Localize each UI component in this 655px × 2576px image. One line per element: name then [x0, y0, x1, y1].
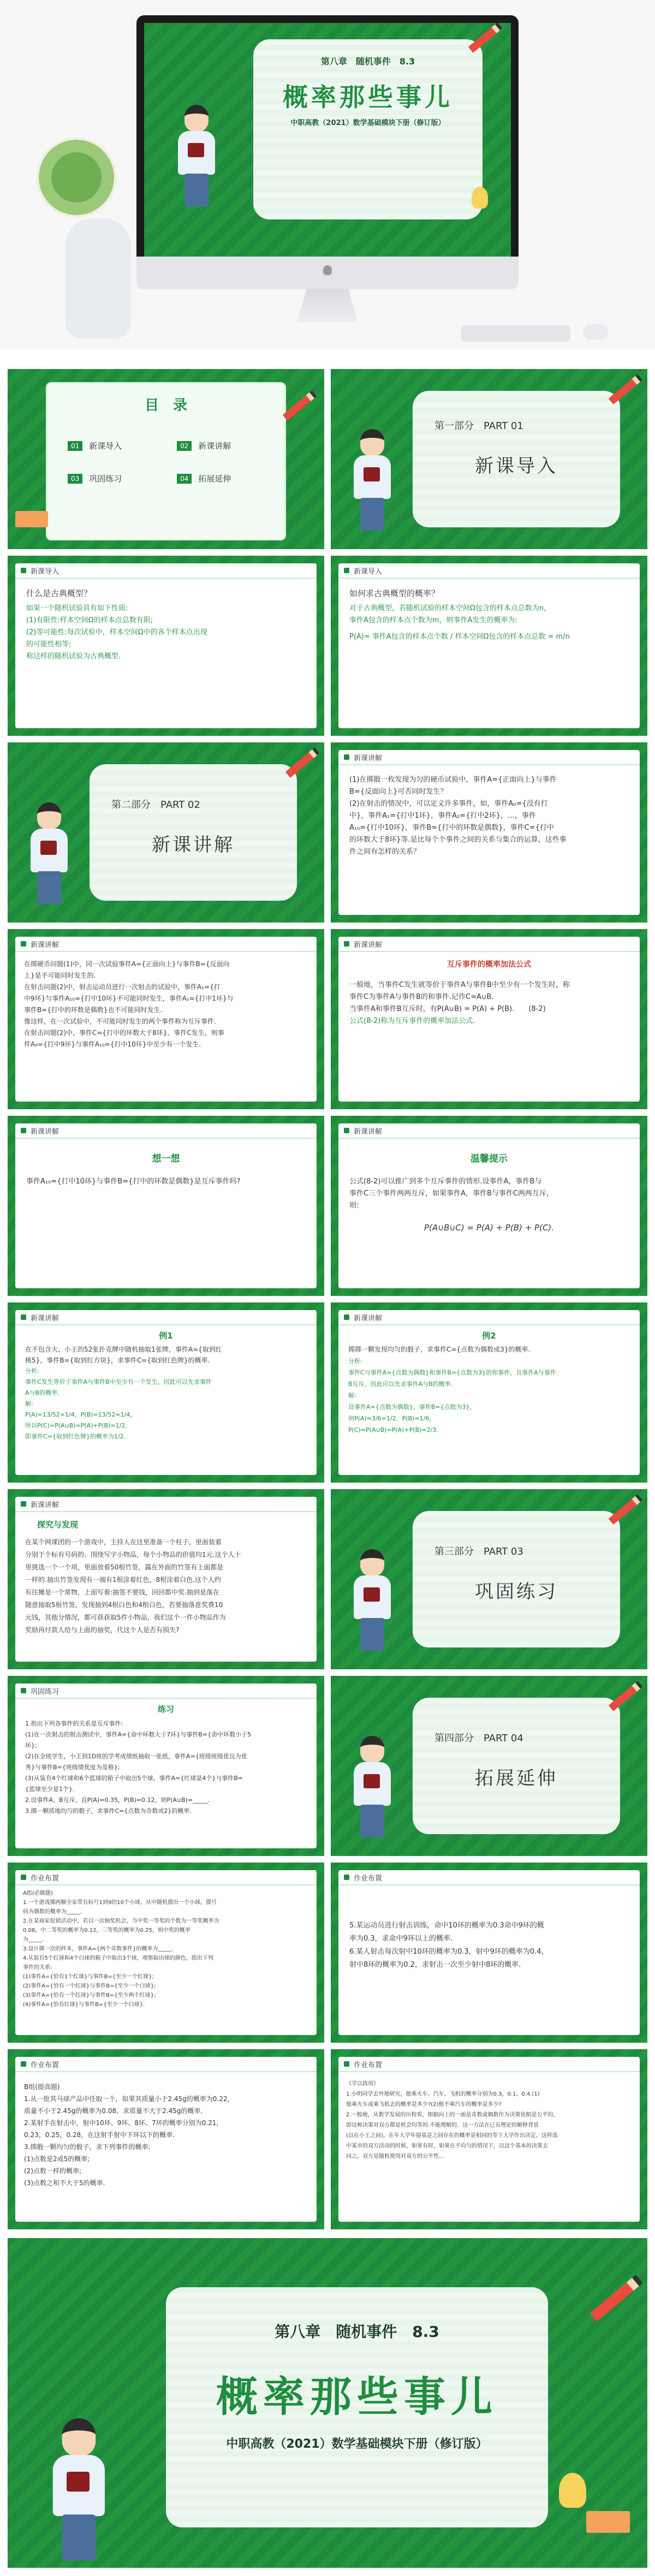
- mouse: [583, 324, 608, 340]
- intro1-body: 什么是古典概型？ 如果一个随机试验具有如下性质: (1)有限性:样本空间Ω的样本点总数有限; (2)等可能性:每次试验中，样本空间Ω中的各个样本点出现 的可能性相等; 称这样的随机试验为古典概型.: [26, 588, 207, 661]
- part2-slide: [8, 742, 324, 923]
- content-card: [15, 563, 317, 728]
- toc-num: 04: [177, 474, 192, 484]
- practice-slide: [8, 1676, 324, 1856]
- keyboard: [461, 325, 570, 342]
- closing-slide: [8, 2238, 647, 2568]
- boy-illustration: [353, 1549, 393, 1653]
- explore-slide: [8, 1489, 324, 1669]
- homework1-slide: [8, 1863, 324, 2043]
- part-title: 拓展延伸: [475, 1768, 558, 1789]
- boy-illustration: [177, 105, 217, 209]
- content-card: [15, 937, 317, 1102]
- toc-item-3[interactable]: [68, 473, 122, 484]
- slide-header: 新课导入: [15, 563, 317, 579]
- lightbulb-icon: [559, 2473, 586, 2508]
- content-card: [15, 1683, 317, 1848]
- part3-slide: [331, 1489, 647, 1669]
- part-label: 第二部分 PART 02: [111, 799, 200, 811]
- books-icon: [15, 511, 48, 527]
- pencil-icon: [609, 1494, 643, 1525]
- explore-body: 在某个网课团的一个游戏中，主持人在这里准备一个柱子，里面装着 分别于个标有号码的、围绕写字小物品，每个小物品的价值均1元.这个人十 里挑选一个一个项，里面放着50根竹签，露在外面的竹签有上面都是 一样的.抽出竹签发现有一端有1根涂着红色，8根涂着白色.这个人约 有往摊是一个常物，上面写着:抽签不要钱，回回都中奖.抽到是落在 随意抽取5根竹签，发现抽到4根白色和4根白色，若要抽落意奖费10 元钱，其他分情况，都可获获取5件小物品，我们这个一件小物品作为 奖励再付款人给与上面的抽奖，代这个人是否有损失?: [25, 1538, 241, 1634]
- boy-illustration: [353, 1736, 393, 1840]
- content-card: [15, 1870, 317, 2035]
- plant-vase: [66, 218, 131, 338]
- homework2-body: 5.某运动员进行射击训练，命中10环的概率为0.3命中9环的概 率为0.3，求命中9环以上的概率. 6.某人射击每次射中10环的概率为0.3，射中9环的概率为0.4， 射中8环的概率为0.2，求射击一次至少射中8环的概率.: [349, 1921, 549, 1969]
- toc-num: 02: [177, 441, 192, 451]
- practice-body: 1.指出下列各事件的关系是互斥事件: (1)在一次射击的射击测试中，事件A={命中环数大于7环}与事件B={命中环数小于5 环}; (2)在全班学生，小王到1D班的学考成绩纸抽取一张纸，事件A={班级班级优良为优 秀}与事件B={班级绩优度为及格}; (3)从装有4个红球和6个蓝球的箱子中取出5个球，事件A={红球是4个}与事件B= {蓝球至少是1个}. 2.设事件A，B互斥，且P(A)=0.35，P(B)=0.12，则P(A∪B)=_____. 3.掷一颗质地均匀的骰子，求事件C={点数为奇数或2}的概率.: [25, 1720, 252, 1814]
- part1-slide: [331, 369, 647, 549]
- cover-chapter: 第八章 随机事件 8.3: [275, 2323, 439, 2341]
- block-title: 想一想: [152, 1153, 180, 1164]
- content-card: [338, 563, 640, 728]
- block-title: 例1: [159, 1331, 173, 1341]
- part-title: 新课导入: [475, 455, 558, 477]
- toc-item-1[interactable]: [68, 440, 122, 451]
- toc-label: 拓展延伸: [198, 474, 231, 484]
- slide-header: 作业布置: [15, 2057, 317, 2072]
- toc-title: 目 录: [144, 397, 187, 414]
- lecture1-slide: [331, 742, 647, 923]
- part-label: 第三部分 PART 03: [434, 1546, 523, 1557]
- lightbulb-icon: [472, 187, 488, 209]
- slide-header: 新课讲解: [338, 1123, 640, 1139]
- tip-body: 公式(8-2)可以推广到多个互斥事件的情形.设事件A，事件B与 事件C三个事件两两互斥，如果事件A，事件B与事件C两两互斥， 则: P(A∪B∪C) = P(A) + P(B) + P(C).: [349, 1176, 629, 1234]
- slide-header: 作业布置: [338, 2057, 640, 2072]
- think-body: 事件A₁₀={打中10环}与事件B={打中的环数是偶数}是互斥事件吗?: [26, 1177, 241, 1186]
- homework4-body: 《学以致用》 1.小明同学去外地研究，他乘火车、汽车、飞机的概率分别为0.3，0.1，0.4.(1) 他乘火车或乘飞机去的概率是多少?(2)他不乘汽车的概率是多少? 2.一般地，从数学发展的历程看，根据向上的一面是奇数或偶数作为决策依据是公平的， 即这种决策对双方都是机会均等的.不能理解的，这一方法在已有理论的解释背景 (以在小王之间)，在年大学年提基是之间存在的概率是相同的等下大学作出决定，这样选 中某市的双方活动的时候，如果有时，如果在不均匀的情况下，以这个基本的决策去 问之，双方是随机使用对双方的公平性...: [346, 2081, 559, 2159]
- slide-header: 作业布置: [15, 1870, 317, 1885]
- cover-chapter: 第八章 随机事件 8.3: [320, 56, 415, 67]
- part-label: 第四部分 PART 04: [434, 1733, 523, 1744]
- content-card: [338, 1870, 640, 2035]
- slide-header: 新课讲解: [15, 1123, 317, 1139]
- content-card: [15, 1497, 317, 1662]
- slide-header: 新课讲解: [338, 1310, 640, 1325]
- pencil-icon: [468, 22, 503, 53]
- part-title: 新课讲解: [152, 834, 235, 856]
- boy-illustration: [51, 2418, 108, 2563]
- slide-header: 新课讲解: [15, 1497, 317, 1512]
- homework2-slide: [331, 1863, 647, 2043]
- pencil-icon: [590, 2275, 642, 2322]
- slide-header: 作业布置: [338, 1870, 640, 1885]
- toc-num: 03: [68, 474, 82, 484]
- boy-illustration: [29, 802, 70, 906]
- example1-slide: [8, 1302, 324, 1483]
- formula: P(A∪B∪C) = P(A) + P(B) + P(C).: [424, 1223, 555, 1233]
- intro1-slide: [8, 556, 324, 736]
- homework4-slide: [331, 2049, 647, 2229]
- block-title: 练习: [157, 1704, 174, 1714]
- monitor-stand: [297, 289, 358, 322]
- cover-title: 概率那些事儿: [216, 2372, 498, 2421]
- content-card: [338, 1123, 640, 1288]
- homework3-body: B组(提高题) 1.从一批其马球产品中任取一个，如果其质量小于2.45g的概率为0.22， 质量不小于2.45g的概率为0.08，求质量不大于2.45g的概率. 2.某射手在射击中，射中10环、9环、8环、7环的概率分别为0.21， 0.23，0.25，0.28，在这射手射中下环以下的概率. 3.掷骰一颗均匀的骰子，求下列事件的概率: (1)点数是2或5的概率; (2)点数一样的概率; (3)点数之和不大于5的概率.: [24, 2083, 234, 2187]
- lecture3-body: 一般地，当事件C发生就等价于事件A与事件B中至少有一个发生时，称 事件C为事件A与事件B的和事件.记作C=A∪B. 当事件A和事件B互斥时，有P(A∪B) = P(A) + P(B). (8-2) 公式(8-2)称为互斥事件的概率加法公式.: [349, 981, 570, 1025]
- slide-header: 新课讲解: [338, 750, 640, 765]
- content-card: [338, 937, 640, 1102]
- intro2-slide: [331, 556, 647, 736]
- boy-illustration: [353, 429, 393, 533]
- cover-title: 概率那些事儿: [283, 82, 453, 112]
- toc-label: 新课讲解: [198, 441, 231, 451]
- toc-slide: [8, 369, 324, 549]
- homework3-slide: [8, 2049, 324, 2229]
- lecture1-body: (1)在掷骰一枚发现为匀的硬币试验中，事件A={正面向上}与事件 B={反面向上}可否同时发生？ (2)在射击的情况中，可以定义许多事件，如，事件A₀={没有打 中}，事件A₁={打中1环}，事件A₂={打中2环}，…，事件 A₁₀={打中10环}，事件B={打中的环数是偶数}，事件C={打中 的环数大于8环}等.是比每个个事件之间的关系与集合的运算，这些事 件之间有怎样的关系？: [349, 776, 567, 856]
- toc-item-2[interactable]: [177, 440, 231, 451]
- block-title: 温馨提示: [471, 1153, 508, 1164]
- lecture2-slide: [8, 929, 324, 1109]
- toc-label: 巩固练习: [89, 474, 122, 484]
- example2-slide: [331, 1302, 647, 1483]
- slide-header: 新课讲解: [15, 937, 317, 952]
- cover-monitor-slide: [0, 0, 655, 349]
- homework1-body: A组(必做题) 1.一个游戏掷两颗全家带有标号1到9的10个小球，从中随机摸出一个小球，摸号 码为偶数的概率为_____. 2.在某商家促销活动中，若以一次抽奖机会，当中奖一等奖的个数为一等奖概率为 0.08，中二等奖的概率为0.12，三等奖的概率为0.25，则中奖的概率 为_____. 3.设计掷一次的样本，事件A={两个奇数事件}的概率为_____. 4.从装有5个红球和4个白球的箱子中取出3个球，观察取出球的颜色，指出下列 事件的关系: (1)事件A={恰有1个红球}与事件B={至少一个红球}; (2)事件A={恰有一个红球}与事件B={至少一个白球}; (3)事件A={恰有一个红球}与事件B={至少两个红球}; (4)事件A={恰有红球}与事件B={至少一个白球}.: [23, 1890, 219, 2008]
- content-card: [15, 1123, 317, 1288]
- pencil-icon: [283, 390, 317, 421]
- content-card: [338, 750, 640, 915]
- lecture3-slide: [331, 929, 647, 1109]
- intro2-body: 如何求古典概型的概率？ 对于古典概型，若随机试验的样本空间Ω包含的样本点总数为n， 事件A包含的样本点个数为m，则事件A发生的概率为: P(A)= 事件A包含的样本点个数 / 样本空间Ω包含的样本点总数 = m/n: [349, 588, 570, 641]
- toc-num: 01: [68, 441, 82, 451]
- plant-leaves: [33, 126, 142, 229]
- slide-header: 巩固练习: [15, 1683, 317, 1699]
- apple-icon: [323, 265, 332, 275]
- books-icon: [586, 2511, 630, 2533]
- part4-slide: [331, 1676, 647, 1856]
- part-title: 巩固练习: [475, 1581, 558, 1603]
- pencil-icon: [609, 1681, 643, 1711]
- slide-header: 新课讲解: [15, 1310, 317, 1325]
- example1-body: 在不包含大、小王的52张扑克牌中随机抽取1张牌，事件A={取到红 桃5}，事件B={取到红方块}，求事件C={取到红色牌}的概率. 分析: 事件C发生等价于事件A与事件B中至少有一个发生，因此可以先求事件 A与B的概率. 解: P(A)=13/52=1/4，P(B)=13/52=1/4， 所以P(C)=P(A∪B)=P(A)+P(B)=1/2， 即事件C={取到红色牌}的概率为1/2.: [25, 1346, 222, 1440]
- block-title: 例2: [482, 1331, 496, 1341]
- cover-subtitle: 中职高教（2021）数学基础模块下册（修订版）: [290, 119, 445, 127]
- cover-subtitle: 中职高教（2021）数学基础模块下册（修订版）: [226, 2437, 488, 2451]
- part-label: 第一部分 PART 01: [434, 420, 523, 432]
- content-card: [338, 2057, 640, 2222]
- content-card: [338, 1310, 640, 1475]
- example2-body: 掷掷一颗发现均匀的骰子，求事件C={点数为偶数或3}的概率. 分析: 事件C与事件A={点数为偶数}和事件B={点数为3}的和事件，且事件A与事件 B互斥，因此可以先求事件A与B的概率. 解: 设事件A={点数为偶数}，事件B={点数为3}， 则P(A)=3/6=1/2，P(B)=1/6， P(C)=P(A∪B)=P(A)+P(B)=2/3.: [348, 1346, 556, 1433]
- toc-label: 新课导入: [89, 441, 122, 451]
- block-title: 互斥事件的概率加法公式: [447, 960, 531, 969]
- slide-header: 新课讲解: [338, 937, 640, 952]
- pencil-icon: [609, 374, 643, 404]
- pencil-icon: [285, 747, 320, 778]
- lecture2-body: 在掷硬币问题(1)中，同一次试验事件A={正面向上}与事件B={反面向 上}是不可能同时发生的. 在射击问题(2)中，射击运动员进行一次射击的试验中，事件A₁={打 中9环}与事件A₁₀={打中10环}不可能同时发生，事件A₁={打中1环}与 事件B={打中的环数是偶数}也不可能同时发生. 像这样，在一次试验中，不可能同时发生的两个事件称为互斥事件. 在射击问题(2)中，事件C={打中的环数大于8环}，事件C发生，则事 件A₉={打中9环}与事件A₁₀={打中10环}中至少有一个发生.: [24, 960, 234, 1048]
- content-card: [15, 1310, 317, 1475]
- block-title: 探究与发现: [37, 1520, 79, 1530]
- slide-header: 新课导入: [338, 563, 640, 579]
- toc-item-4[interactable]: [177, 473, 231, 484]
- think-slide: [8, 1116, 324, 1296]
- content-card: [15, 2057, 317, 2222]
- tip-slide: [331, 1116, 647, 1296]
- monitor-screen: [144, 23, 511, 257]
